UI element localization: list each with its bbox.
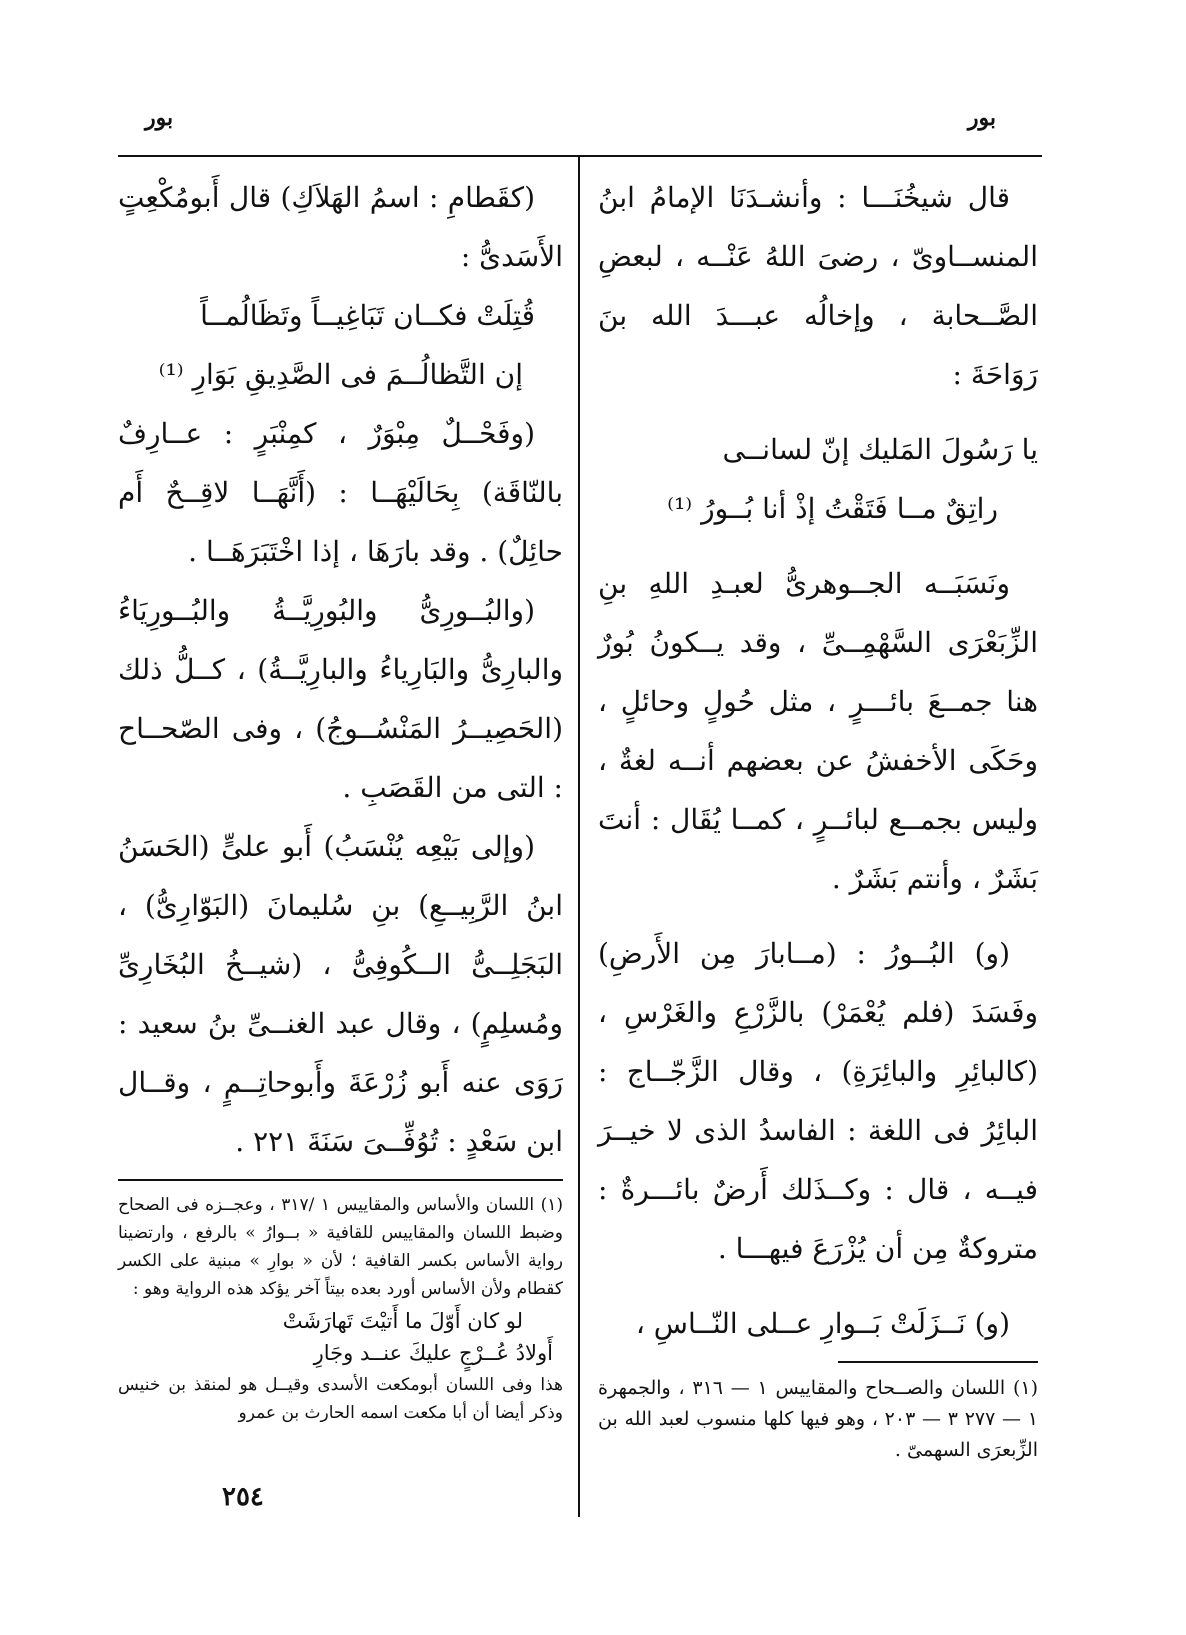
left-paragraph-2: (وفَحْــلٌ مِبْوَرٌ ، كمِنْبَرٍ : عــارِفٌ بالنّاقَة) بِحَالَيْهَــا : (أَنَّهَــا لاقِــحٌ أَم حائِلٌ) . وقد بارَهَا ، إذا اخْتَبَرَهَــا .	[118, 417, 563, 568]
left-paragraph-3: (والبُــورِىُّ والبُورِيَّــةُ والبُــورِيَاءُ والبارِىُّ والبَارِياءُ والبارِيَّــةُ) ، كــلُّ ذلك (الحَصِيــرُ المَنْسُــوجُ) ، وفى الصّحــاح : التى من القَصَبِ .	[118, 594, 563, 804]
right-paragraph-4: (و) نَــزَلَتْ بَــوارِ عــلى النّــاسِ ،	[635, 1307, 1010, 1340]
verse-line-1: قُتِلَتْ فكــان تَبَاغِيــاً وتَظَالُمــاً	[200, 299, 535, 332]
verse-line-2: راتِقٌ مــا فَتَقْتُ إذْ أنا بُــورُ ⁽¹⁾	[667, 492, 998, 525]
footnote-verse-line-1: لو كان أَوّلَ ما أَتيْتَ تَهارَشَتْ	[282, 1309, 523, 1333]
page-number: ٢٥٤	[222, 1482, 264, 1512]
right-paragraph-2: ونَسَبَــه الجــوهرىُّ لعبـدِ اللهِ بنِ الزِّبَعْرَى السَّهْمِــىِّ ، وقد يــكونُ بُورٌ هنا جمــعَ بائـــرٍ ، مثل حُولٍ وحائلٍ ، وحَكَى الأخفشُ عن بعضهم أنــه لغةٌ ، وليس بجمــع لبائــرٍ ، كمــا يُقَال : أنتَ بَشَرٌ ، وأنتم بَشَرٌ .	[598, 567, 1038, 895]
left-footnote-verse	[118, 1305, 563, 1369]
right-paragraph-1: قال شيخُنَـــا : وأنشـدَنَا الإمامُ ابنُ المنســاوىّ ، رضىَ اللهُ عَنْــه ، لبعضِ الصَّــحابة ، وإخالُه عبـــدَ الله بنَ رَوَاحَةَ :	[598, 181, 1038, 391]
header-rule	[118, 155, 1042, 157]
right-paragraph-3: (و) البُــورُ : (مــابارَ مِن الأَرضِ) وفَسَدَ (فلم يُعْمَرْ) بالزَّرْعِ والغَرْسِ ، (كالبائِرِ والبائِرَةِ) ، وقال الزَّجّــاج : البائِرُ فى اللغة : الفاسدُ الذى لا خيــرَ فيــه ، قال : وكــذَلك أَرضٌ بائـــرةٌ : متروكةٌ مِن أن يُزْرَعَ فيهـــا .	[598, 937, 1038, 1265]
left-paragraph-4: (وإلى بَيْعِه يُنْسَبُ) أَبو علىٍّ (الحَسَنُ ابنُ الرَّبِيــعِ) بنِ سُليمانَ (البَوّارِىُّ) ، البَجَلِــىُّ الــكُوفِىُّ ، (شيــخُ البُخَارِىِّ ومُسلِمٍ) ، وقال عبد الغنــىِّ بنُ سعيد : رَوَى عنه أَبو زُرْعَةَ وأَبوحاتِــمٍ ، وقــال ابن سَعْدٍ : تُوُفِّــىَ سَنَةَ ٢٢١ .	[118, 830, 563, 1158]
verse-line-1: يا رَسُولَ المَليك إنّ لسانــى	[722, 433, 1038, 466]
verse-line-2: إن التَّظالُــمَ فى الصَّدِيقِ بَوَارِ ⁽¹⁾	[158, 358, 523, 391]
left-footnote-outro: هذا وفى اللسان أبومكعت الأسدى وقيــل هو لمنقذ بن خنيس وذكر أيضا أن أبا مكعت اسمه الحارث بن عمرو	[118, 1375, 563, 1423]
left-footnote-rule	[118, 1179, 563, 1181]
column-divider	[578, 157, 580, 1517]
footnote-verse-line-2: أَولادُ عُــرْجٍ عليكَ عنــد وجَارِ	[313, 1341, 553, 1365]
running-head-right: بور	[967, 105, 996, 131]
right-footnote: (١) اللسان والصــحاح والمقاييس ١ — ٣١٦ ، والجمهرة ١ — ٢٧٧ ٣ — ٢٠٣ ، وهو فيها كلها منسوب لعبد الله بن الزِّبعرَى السهمىّ .	[598, 1377, 1038, 1461]
left-paragraph-1: (كقَطامِ : اسمُ الهَلاَكِ) قال أَبومُكْعِتٍ الأَسَدىُّ :	[118, 181, 563, 273]
running-head-left: بور	[145, 105, 174, 131]
right-footnote-rule	[838, 1361, 1038, 1363]
right-column	[598, 168, 1038, 1466]
left-verse-1	[118, 286, 563, 404]
left-column	[118, 168, 563, 1427]
right-verse-1	[598, 420, 1038, 538]
left-footnote-intro: (١) اللسان والأساس والمقاييس ١ /٣١٧ ، وعجــزه فى الصحاح وضبط اللسان والمقاييس للقافية « بــوارُ » بالرفع ، وارتضينا رواية الأساس بكسر القافية ؛ لأن « بوارِ » مبنية على الكسر كقطام ولأن الأساس أورد بعده بيتاً آخر يؤكد هذه الرواية وهو :	[118, 1195, 564, 1299]
